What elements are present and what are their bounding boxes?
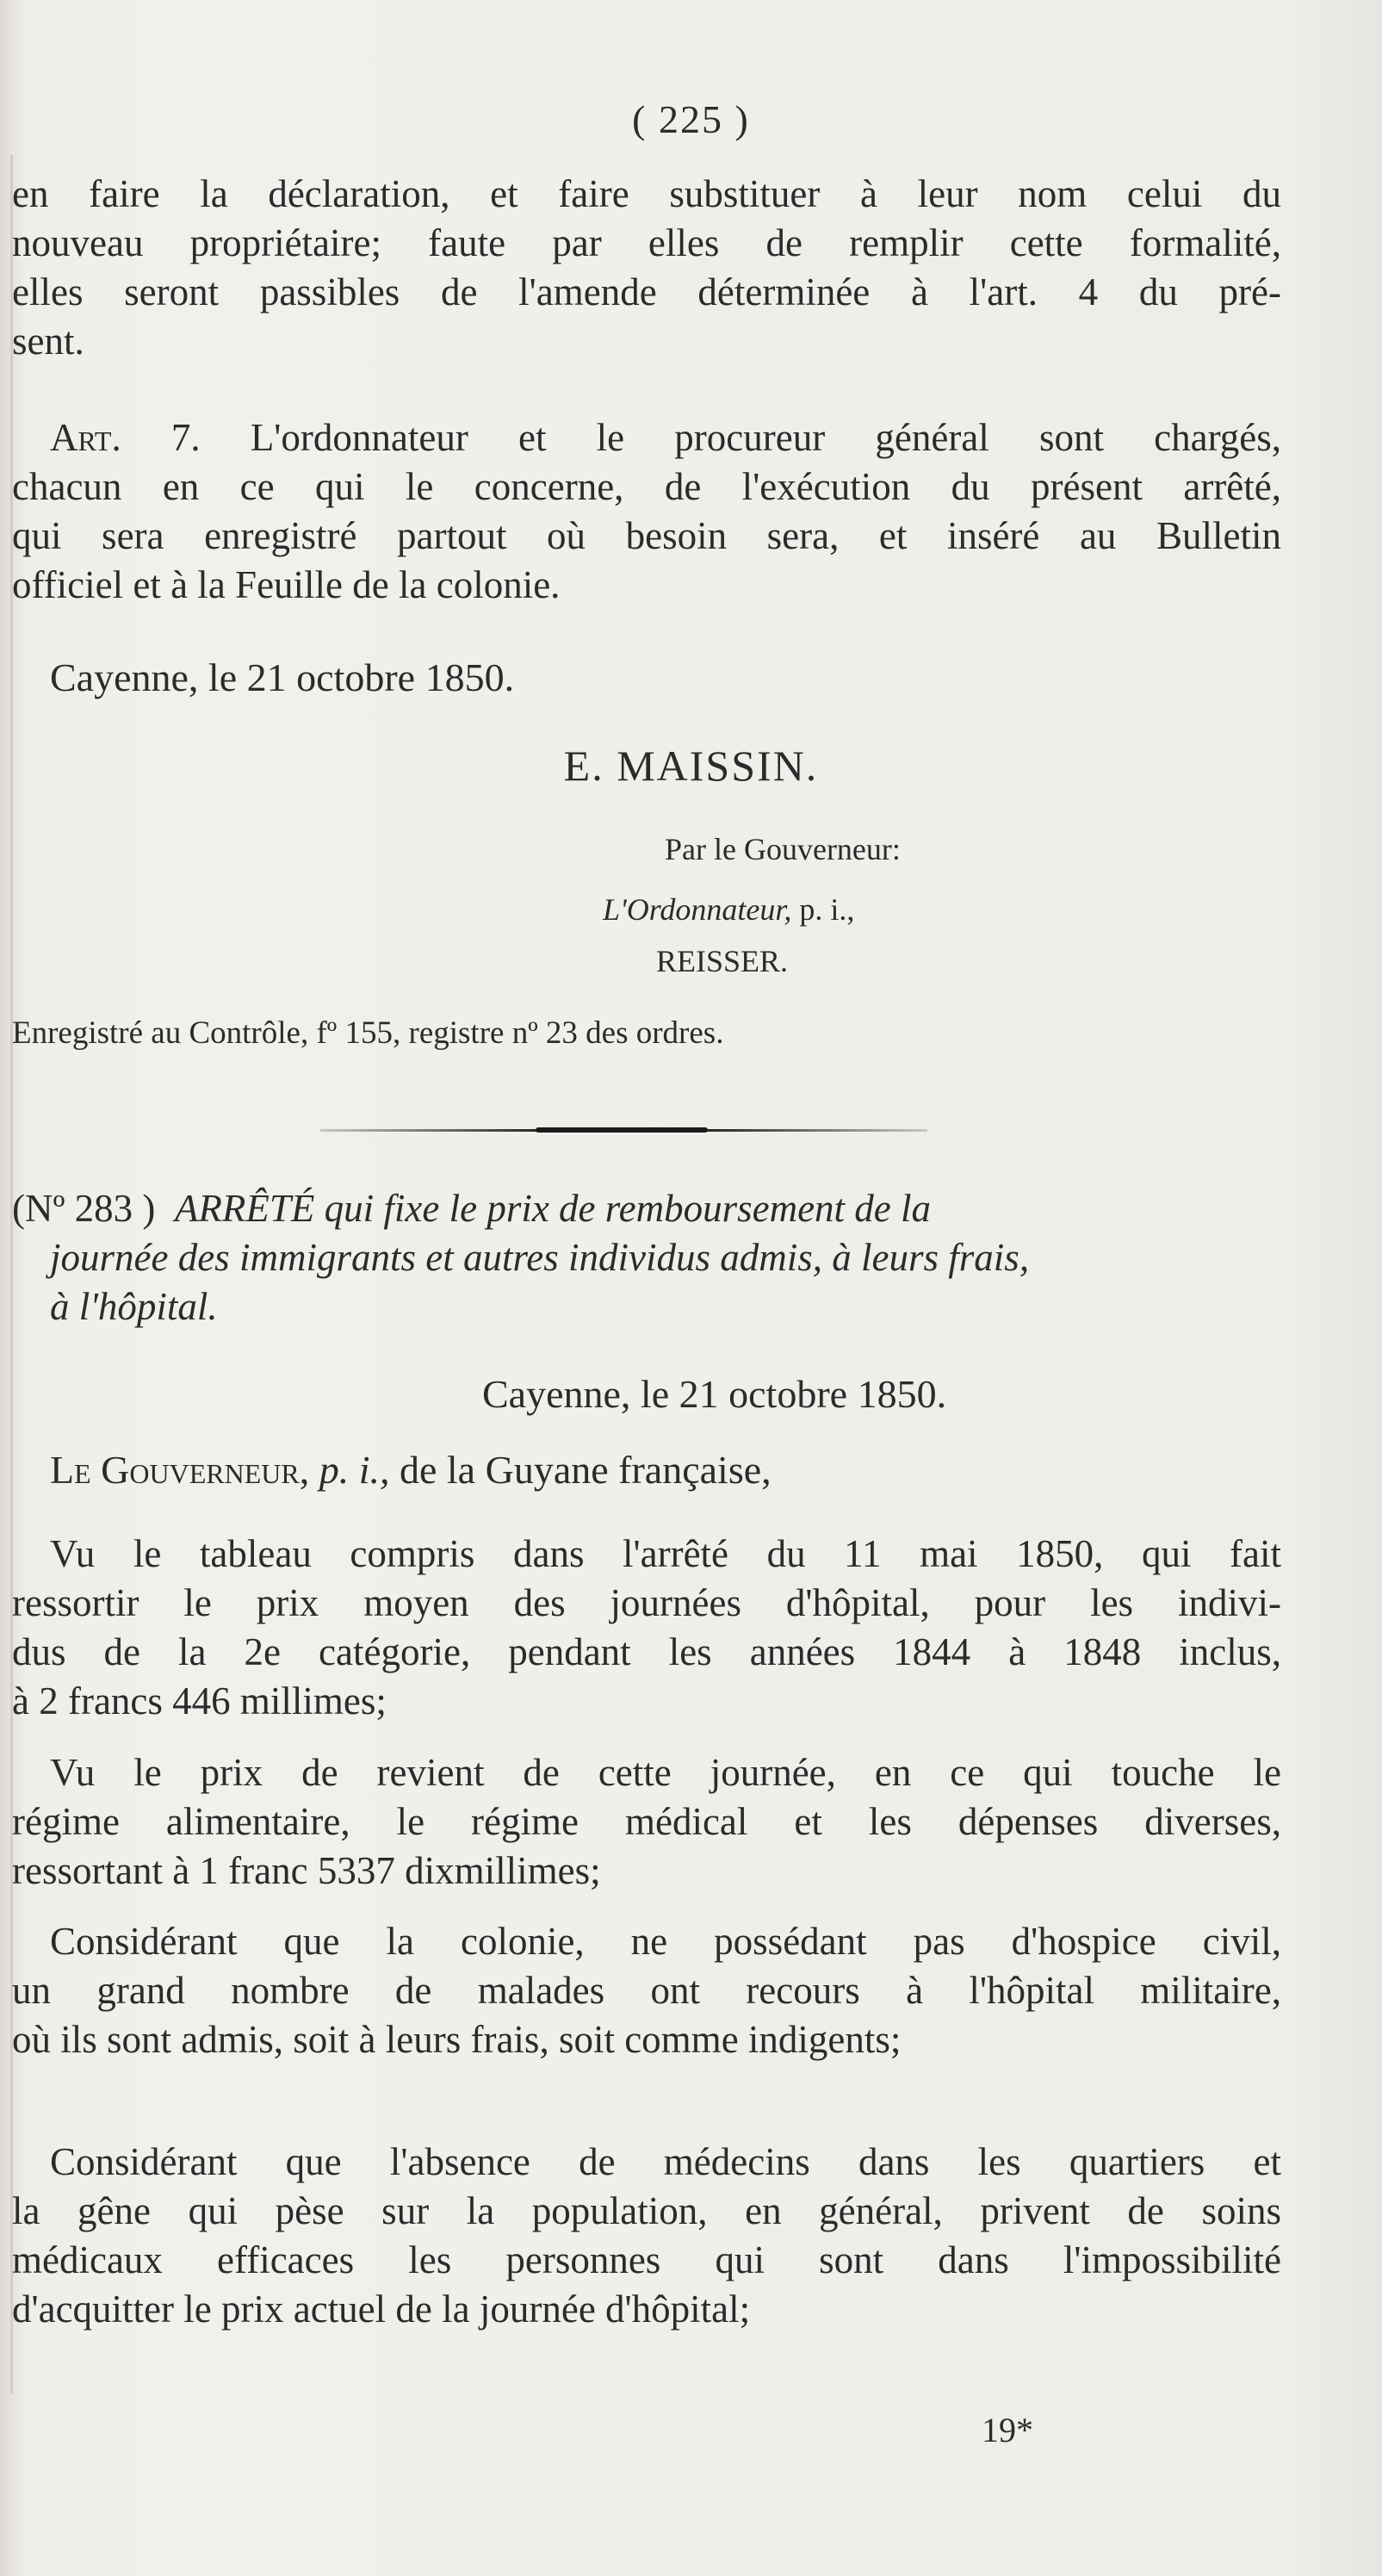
ordonnateur-suffix: p. i., [799,892,855,927]
text-line: un grand nombre de malades ont recours à l'hôpital militaire, [12,1969,1281,2012]
decree-title: à l'hôpital. [50,1285,218,1328]
by-governor: Par le Gouverneur: [665,832,901,866]
article-7 [12,413,1281,610]
text-line: en faire la déclaration, et faire substituer à leur nom celui du [12,172,1281,215]
text-line: nouveau propriétaire; faute par elles de remplir cette formalité, [12,221,1281,264]
consideration-2 [12,1748,1281,1896]
place-date: Cayenne, le 21 octobre 1850. [50,655,515,699]
governor-rest: de la Guyane française, [399,1448,772,1492]
text-line: où ils sont admis, soit à leurs frais, soit comme indigents; [12,2018,902,2061]
consideration-3 [12,1917,1281,2064]
text-line: chacun en ce qui le concerne, de l'exécution du présent arrêté, [12,465,1281,508]
text-line: à 2 francs 446 millimes; [12,1679,387,1723]
text-line: la gêne qui pèse sur la population, en général, privent de soins [12,2189,1281,2232]
text-line: sent. [12,320,84,363]
text-line: d'acquitter le prix actuel de la journée d'hôpital; [12,2287,751,2331]
text-line: Considérant que l'absence de médecins dans les quartiers et [50,2140,1281,2183]
text-line [12,413,1281,462]
signature-mark: 19* [982,2411,1033,2449]
decree-title-line [12,1233,1281,1282]
page-number: ( 225 ) [632,97,750,141]
text-line: elles seront passibles de l'amende déterminée à l'art. 4 du pré- [12,270,1281,313]
text-line: régime alimentaire, le régime médical et les dépenses diverses, [12,1800,1281,1843]
article-label: Art. 7. [50,416,201,459]
section-divider [320,1129,927,1132]
decree-title: ARRÊTÉ qui fixe le prix de remboursement de la [174,1187,932,1230]
decree-place-date: Cayenne, le 21 octobre 1850. [482,1372,947,1416]
governor-label: Le Gouverneur, [50,1448,310,1492]
article-6-end [12,170,1281,366]
signatory: E. MAISSIN. [563,742,819,790]
text-line: Vu le tableau compris dans l'arrêté du 11 mai 1850, qui fait [50,1532,1281,1575]
decree-title-line [12,1282,1281,1331]
consideration-1 [12,1530,1281,1726]
governor-line [50,1447,772,1493]
text-line: Vu le prix de revient de cette journée, en ce qui touche le [50,1751,1281,1794]
article-text: L'ordonnateur et le procureur général sont chargés, [250,416,1281,459]
ordonnateur-name: REISSER. [656,944,789,978]
text-line: qui sera enregistré partout où besoin sera, et inséré au Bulletin [12,514,1281,557]
text-line: ressortant à 1 franc 5337 dixmillimes; [12,1849,601,1892]
registration-note: Enregistré au Contrôle, fº 155, registre nº 23 des ordres. [12,1015,724,1051]
ordonnateur-line [603,891,854,928]
decree-heading [12,1184,1281,1331]
text-line: dus de la 2e catégorie, pendant les années 1844 à 1848 inclus, [12,1630,1281,1673]
ordonnateur-title: L'Ordonnateur, [603,892,792,927]
text-line: médicaux efficaces les personnes qui sont dans l'impossibilité [12,2238,1281,2281]
text-line: officiel et à la Feuille de la colonie. [12,563,561,606]
decree-title: journée des immigrants et autres individus admis, à leurs frais, [50,1236,1030,1279]
decree-title-line [12,1184,1281,1233]
governor-suffix: p. i., [319,1448,390,1492]
consideration-4 [12,2138,1281,2334]
decree-number: (Nº 283 ) [12,1187,156,1230]
text-line: ressortir le prix moyen des journées d'hôpital, pour les indivi- [12,1581,1281,1624]
text-line: Considérant que la colonie, ne possédant pas d'hospice civil, [50,1920,1281,1963]
